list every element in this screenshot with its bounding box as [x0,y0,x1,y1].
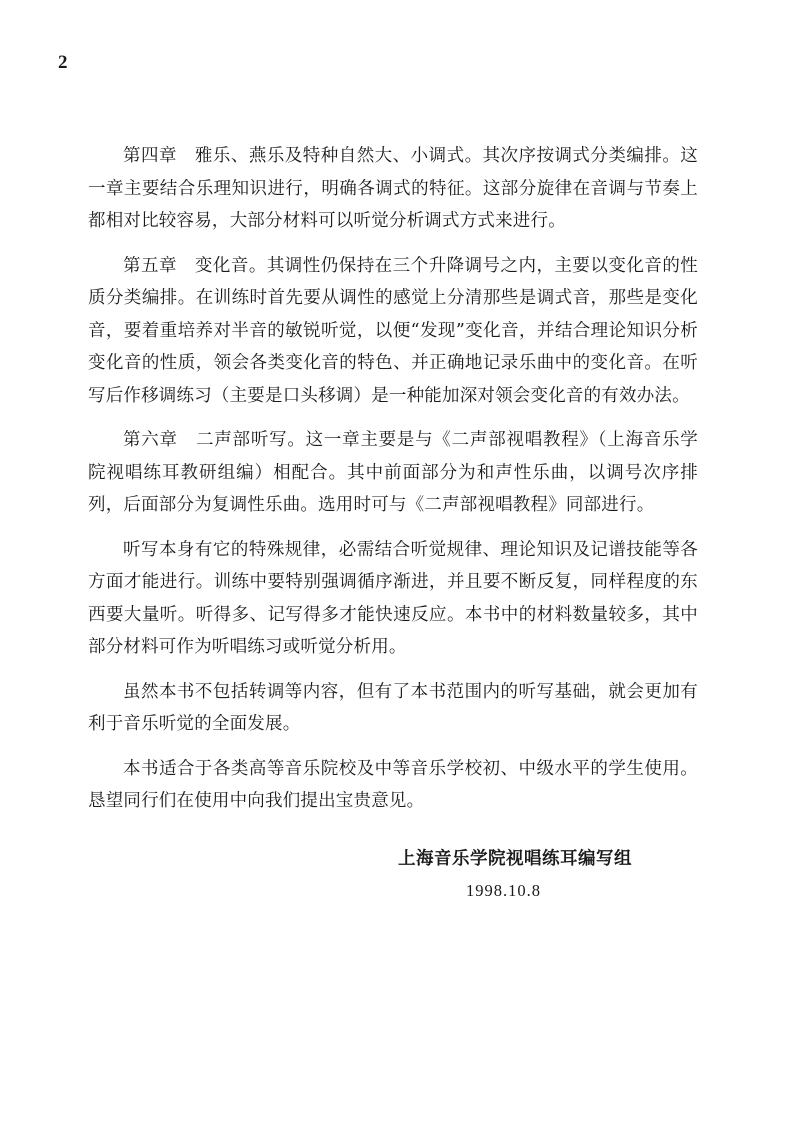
paragraph-chapter-4: 第四章 雅乐、燕乐及特种自然大、小调式。其次序按调式分类编排。这一章主要结合乐理知识进行，明确各调式的特征。这部分旋律在音调与节奏上都相对比较容易，大部分材料可以听觉分析调式方式来进行。 [88,146,698,231]
paragraph-dictation-rules: 听写本身有它的特殊规律，必需结合听觉规律、理论知识及记谱技能等各方面才能进行。训练中要特别强调循序渐进，并且要不断反复，同样程度的东西要大量听。听得多、记写得多才能快速反应。本书中的材料数量较多，其中部分材料可作为听唱练习或听觉分析用。 [88,539,698,657]
paragraph-chapter-6: 第六章 二声部听写。这一章主要是与《二声部视唱教程》（上海音乐学院视唱练耳教研组编）相配合。其中前面部分为和声性乐曲，以调号次序排列，后面部分为复调性乐曲。选用时可与《二声部视唱教程》同部进行。 [88,430,698,515]
page-number: 2 [58,52,68,73]
paragraph-scope: 虽然本书不包括转调等内容，但有了本书范围内的听写基础，就会更加有利于音乐听觉的全面发展。 [88,681,698,734]
paragraph-chapter-5: 第五章 变化音。其调性仍保持在三个升降调号之内，主要以变化音的性质分类编排。在训练时首先要从调性的感觉上分清那些是调式音，那些是变化音，要着重培养对半音的敏锐听觉，以便“发现”变化音，并结合理论知识分析变化音的性质，领会各类变化音的特色、并正确地记录乐曲中的变化音。在听写后作移调练习（主要是口头移调）是一种能加深对领会变化音的有效办法。 [88,255,698,406]
signature-organization: 上海音乐学院视唱练耳编写组 [398,849,632,869]
signature-date: 1998.10.8 [466,881,541,900]
body-text [88,140,698,830]
signature-block [398,844,698,908]
paragraph-audience: 本书适合于各类高等音乐院校及中等音乐学校初、中级水平的学生使用。恳望同行们在使用中向我们提出宝贵意见。 [88,758,698,811]
